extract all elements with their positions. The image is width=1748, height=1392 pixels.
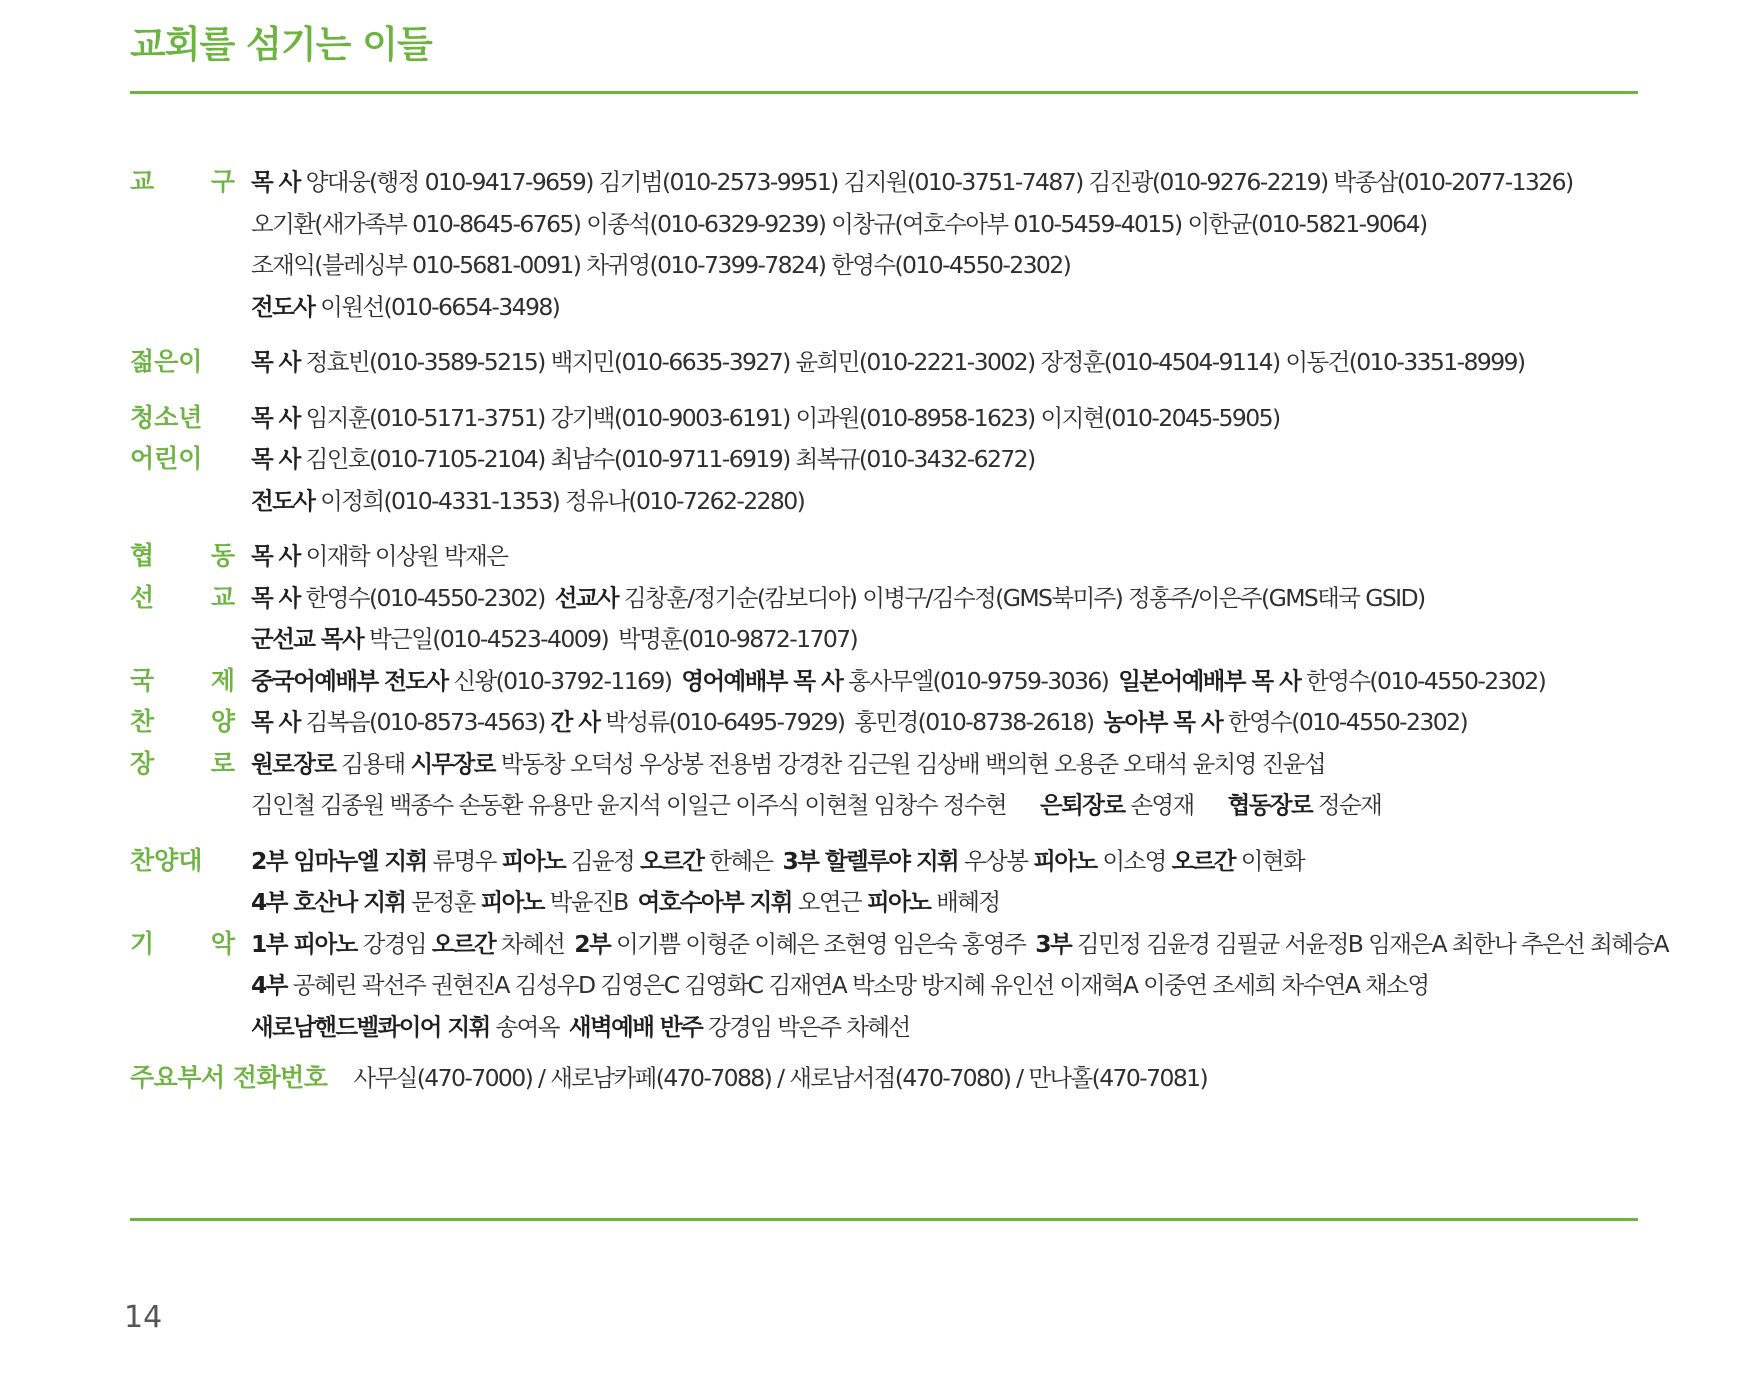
role-title: 여호수아부 지휘 xyxy=(637,888,792,916)
directory-row xyxy=(130,204,1650,246)
role-title: 원로장로 xyxy=(251,749,336,778)
names-text: 홍민경(010-8738-2618) xyxy=(854,708,1094,736)
role-title: 영어예배부 목 사 xyxy=(681,666,843,695)
names-text: 이소영 xyxy=(1096,846,1172,875)
role-title: 4부 xyxy=(251,971,287,999)
role-title: 목 사 xyxy=(251,583,300,612)
category-label: 기 악 xyxy=(130,928,260,958)
role-title: 협동장로 xyxy=(1227,791,1313,819)
category-label: 선 교 xyxy=(130,582,260,612)
directory-section xyxy=(130,162,1650,328)
directory-row xyxy=(130,536,1650,578)
directory-row xyxy=(130,882,1650,924)
names-text: 이기쁨 이형준 이혜은 조현영 임은숙 홍영주 xyxy=(610,929,1026,958)
staff-list-text xyxy=(251,619,857,661)
directory-row xyxy=(130,661,1650,703)
staff-directory xyxy=(130,162,1668,1094)
role-title: 선교사 xyxy=(554,583,619,612)
category-label: 청소년 xyxy=(130,402,203,432)
directory-row xyxy=(130,1007,1650,1049)
role-title: 피아노 xyxy=(480,888,544,916)
role-title: 일본어예배부 목 사 xyxy=(1118,666,1301,695)
category-label: 젊은이 xyxy=(130,347,203,376)
directory-row xyxy=(130,439,1650,481)
role-title: 2부 xyxy=(574,929,611,958)
directory-row xyxy=(130,965,1650,1007)
names-text: 김인호(010-7105-2104) 최남수(010-9711-6919) 최복규(010-3432-6272) xyxy=(299,445,1035,473)
role-title: 목 사 xyxy=(251,348,300,376)
role-title: 새로남핸드벨콰이어 지휘 xyxy=(251,1012,490,1041)
staff-list-text xyxy=(251,398,1280,440)
names-text: 강경임 xyxy=(356,929,432,958)
names-text: 박근일(010-4523-4009) xyxy=(363,625,609,653)
directory-section xyxy=(130,342,1650,384)
category-label: 찬양대 xyxy=(130,845,203,875)
names-text: 한혜은 xyxy=(703,846,773,875)
names-text: 박명훈(010-9872-1707) xyxy=(618,625,858,653)
staff-list-text xyxy=(251,287,559,329)
names-text: 홍사무엘(010-9759-3036) xyxy=(842,666,1109,695)
directory-row xyxy=(130,924,1668,966)
names-text: 공혜린 곽선주 권현진A 김성우D 김영은C 김영화C 김재연A 박소망 방지혜 유인선 이재혁A 이중연 조세희 차수연A 채소영 xyxy=(286,971,1429,999)
role-title: 1부 피아노 xyxy=(251,929,357,958)
names-text: 한영수(010-4550-2302) xyxy=(299,583,545,612)
names-text: 류명우 xyxy=(426,846,502,875)
names-text: 손영재 xyxy=(1124,791,1194,819)
role-title: 간 사 xyxy=(550,708,600,736)
role-title: 군선교 목사 xyxy=(251,625,364,653)
names-text: 이정희(010-4331-1353) 정유나(010-7262-2280) xyxy=(314,486,805,515)
names-text: 송여옥 xyxy=(489,1012,559,1041)
role-title: 중국어예배부 전도사 xyxy=(251,666,448,695)
staff-list-text xyxy=(251,342,1524,384)
top-divider xyxy=(130,91,1638,94)
directory-row xyxy=(130,744,1650,786)
role-title: 목 사 xyxy=(251,708,300,736)
directory-row xyxy=(130,398,1650,440)
role-title: 전도사 xyxy=(251,292,315,321)
role-title: 은퇴장로 xyxy=(1040,791,1125,819)
role-title: 3부 할렐루야 지휘 xyxy=(782,846,959,875)
names-text: 이현화 xyxy=(1234,846,1305,875)
staff-list-text xyxy=(251,204,1427,246)
staff-list-text xyxy=(251,744,1325,786)
staff-list-text xyxy=(251,785,1381,827)
names-text: 오기환(새가족부 010-8645-6765) 이종석(010-6329-9239) 이창규(여호수아부 010-5459-4015) 이한균(010-5821-9064) xyxy=(251,209,1427,238)
page-number: 14 xyxy=(124,1300,163,1335)
names-text: 문정훈 xyxy=(405,888,481,916)
role-title: 새벽예배 반주 xyxy=(568,1012,703,1041)
names-text: 박성류(010-6495-7929) xyxy=(599,708,845,736)
directory-row xyxy=(130,785,1650,827)
directory-row xyxy=(130,578,1650,620)
role-title: 오르간 xyxy=(431,929,496,958)
names-text: 김용태 xyxy=(335,749,411,778)
directory-row xyxy=(130,162,1650,204)
staff-list-text xyxy=(251,661,1545,703)
directory-row xyxy=(130,342,1650,384)
names-text: 차혜선 xyxy=(495,929,565,958)
role-title: 2부 임마누엘 지휘 xyxy=(251,846,427,875)
staff-list-text xyxy=(251,841,1304,883)
names-text: 오연근 xyxy=(791,888,867,916)
names-text: 김창훈/정기순(캄보디아) 이병구/김수정(GMS북미주) 정홍주/이은주(GMS태국 GSID) xyxy=(618,583,1425,612)
role-title: 목 사 xyxy=(251,168,300,196)
names-text: 박동창 오덕성 우상봉 전용범 강경찬 김근원 김상배 백의현 오용준 오태석 윤치영 진윤섭 xyxy=(494,749,1325,778)
names-text: 강경임 박은주 차혜선 xyxy=(702,1012,910,1041)
staff-list-text xyxy=(251,245,1070,287)
directory-row xyxy=(130,245,1650,287)
role-title: 전도사 xyxy=(251,486,315,515)
directory-row xyxy=(130,841,1650,883)
names-text: 임지훈(010-5171-3751) 강기백(010-9003-6191) 이과원(010-8958-1623) 이지현(010-2045-5905) xyxy=(299,403,1280,432)
directory-section xyxy=(130,536,1650,827)
names-text: 배혜정 xyxy=(930,888,1000,916)
staff-list-text xyxy=(251,965,1428,1007)
names-text: 이재학 이상원 박재은 xyxy=(299,542,508,570)
names-text: 신왕(010-3792-1169) xyxy=(447,666,672,695)
directory-section xyxy=(130,841,1668,1049)
staff-list-text xyxy=(251,439,1035,481)
category-label: 국 제 xyxy=(130,665,260,695)
category-label: 교 구 xyxy=(130,167,260,196)
names-text: 양대웅(행정 010-9417-9659) 김기범(010-2573-9951) 김지원(010-3751-7487) 김진광(010-9276-2219) 박종삼(010-2077-1326) xyxy=(299,168,1573,196)
staff-list-text xyxy=(251,578,1425,620)
category-label: 어린이 xyxy=(130,444,203,473)
names-text: 박윤진B xyxy=(543,888,628,916)
role-title: 피아노 xyxy=(866,888,931,916)
directory-row xyxy=(130,481,1650,523)
names-text: 이원선(010-6654-3498) xyxy=(314,292,560,321)
names-text: 김인철 김종원 백종수 손동환 유용만 윤지석 이일근 이주식 이현철 임창수 정수현 xyxy=(251,791,1007,819)
phone-label: 주요부서 전화번호 xyxy=(130,1063,328,1092)
category-label: 협 동 xyxy=(130,541,260,570)
role-title: 농아부 목 사 xyxy=(1103,708,1223,736)
role-title: 목 사 xyxy=(251,542,300,570)
names-text: 정순재 xyxy=(1312,791,1382,819)
staff-list-text xyxy=(251,924,1668,966)
role-title: 3부 xyxy=(1035,929,1072,958)
directory-row xyxy=(130,287,1650,329)
directory-row xyxy=(130,702,1650,744)
main-phone-numbers xyxy=(130,1058,1650,1094)
names-text: 조재익(블레싱부 010-5681-0091) 차귀영(010-7399-7824) 한영수(010-4550-2302) xyxy=(251,251,1071,279)
category-label: 찬 양 xyxy=(130,707,260,736)
staff-list-text xyxy=(251,702,1467,744)
staff-list-text xyxy=(251,882,999,924)
names-text: 한영수(010-4550-2302) xyxy=(1300,666,1546,695)
names-text: 우상봉 xyxy=(958,846,1034,875)
staff-list-text xyxy=(251,1007,910,1049)
staff-list-text xyxy=(251,536,507,578)
role-title: 피아노 xyxy=(1033,846,1097,875)
staff-list-text xyxy=(251,481,804,523)
names-text: 김복음(010-8573-4563) xyxy=(299,708,551,736)
names-text: 김윤정 xyxy=(564,846,641,875)
category-label: 장 로 xyxy=(130,748,260,778)
names-text: 김민정 김윤경 김필균 서윤정B 임재은A 최한나 추은선 최혜승A xyxy=(1071,929,1668,958)
directory-row xyxy=(130,619,1650,661)
staff-list-text xyxy=(251,162,1573,204)
names-text: 정효빈(010-3589-5215) 백지민(010-6635-3927) 윤희민(010-2221-3002) 장정훈(010-4504-9114) 이동건(010-3351-8999) xyxy=(299,348,1525,376)
phone-list: 사무실(470-7000) / 새로남카페(470-7088) / 새로남서점(470-7080) / 만나홀(470-7081) xyxy=(353,1064,1208,1092)
directory-section xyxy=(130,398,1650,523)
role-title: 목 사 xyxy=(251,445,300,473)
bottom-divider xyxy=(130,1218,1638,1221)
role-title: 피아노 xyxy=(501,846,565,875)
role-title: 오르간 xyxy=(1171,846,1235,875)
names-text: 한영수(010-4550-2302) xyxy=(1222,708,1468,736)
page-title: 교회를 섬기는 이들 xyxy=(130,23,432,66)
role-title: 시무장로 xyxy=(410,749,495,778)
role-title: 목 사 xyxy=(251,403,300,432)
role-title: 오르간 xyxy=(640,846,704,875)
role-title: 4부 호산나 지휘 xyxy=(251,888,406,916)
